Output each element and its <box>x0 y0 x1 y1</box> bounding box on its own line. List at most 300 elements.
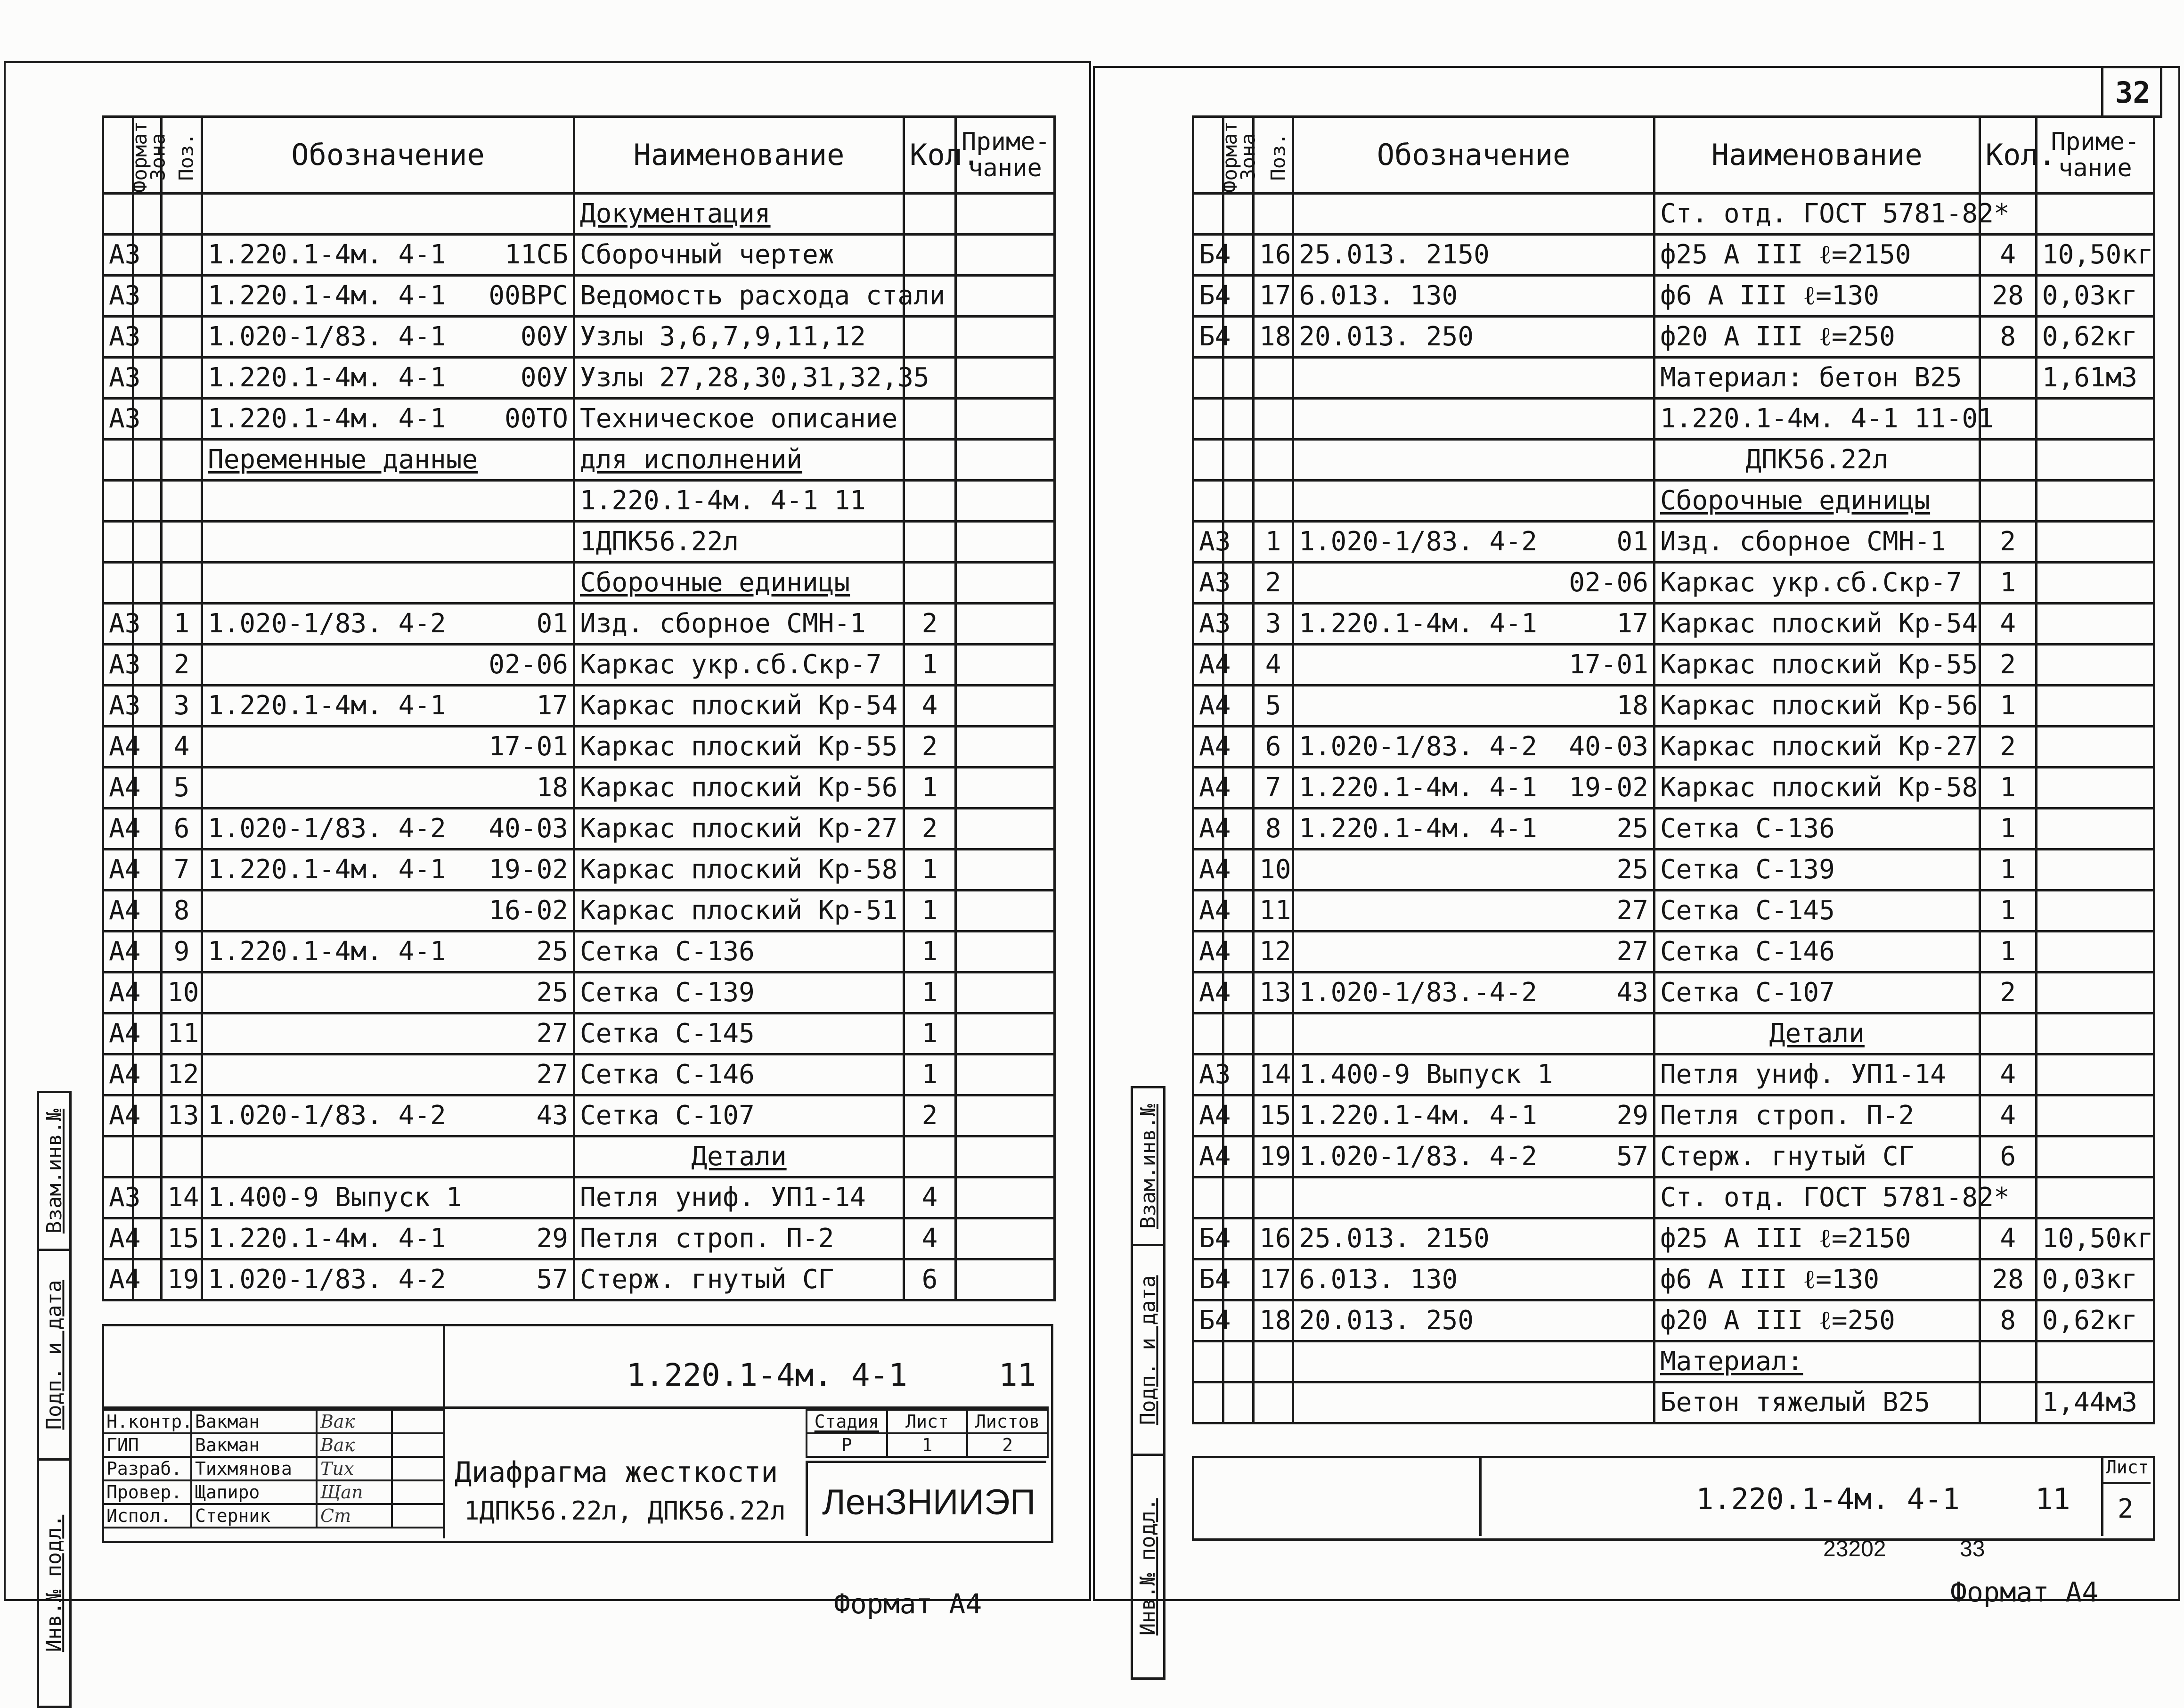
name-cell: Ведомость расхода стали <box>574 276 904 317</box>
pos-cell: 15 <box>162 1218 202 1259</box>
name-cell: Сетка С-146 <box>1654 932 1980 972</box>
format-cell: А4 <box>103 727 133 768</box>
table-row <box>103 645 1055 686</box>
designation-code: 1.220.1-4м. 4-1 <box>208 936 446 967</box>
qty-cell: 8 <box>1980 1300 2036 1341</box>
note-cell: 0,62кг <box>2036 317 2154 358</box>
col-note: Приме- чание <box>956 117 1055 194</box>
zone-cell <box>1223 1341 1254 1382</box>
signature-name: Тихмянова <box>191 1457 317 1480</box>
table-row <box>1193 645 2154 686</box>
qty-cell: 4 <box>904 1177 956 1218</box>
designation-cell <box>1293 1054 1654 1095</box>
format-cell: А3 <box>103 686 133 727</box>
note-cell <box>956 358 1055 399</box>
designation-cell <box>202 1054 574 1095</box>
note-cell <box>2036 1054 2154 1095</box>
designation-cell <box>202 604 574 645</box>
designation-code: 1.220.1-4м. 4-1 <box>1299 1100 1537 1131</box>
table-row <box>1193 1300 2154 1341</box>
format-cell: А4 <box>1193 686 1223 727</box>
name-cell: 1.220.1-4м. 4-1 11 <box>574 481 904 522</box>
format-cell: А4 <box>1193 809 1223 850</box>
table-row <box>103 1095 1055 1136</box>
designation-suffix: 17-01 <box>1569 649 1648 680</box>
table-row <box>1193 1013 2154 1054</box>
designation-code: 1.220.1-4м. 4-1 <box>208 362 446 393</box>
format-cell <box>103 440 133 481</box>
name-cell: Сетка С-107 <box>574 1095 904 1136</box>
right-side-strip <box>1131 1088 1165 1680</box>
designation-suffix: 43 <box>536 1100 568 1131</box>
left-stage-table <box>806 1409 1049 1458</box>
stage-header: Стадия <box>807 1410 887 1433</box>
designation-cell <box>1293 563 1654 604</box>
designation-cell <box>1293 1341 1654 1382</box>
col-name: Наименование <box>574 117 904 194</box>
note-cell <box>2036 440 2154 481</box>
note-cell <box>2036 1013 2154 1054</box>
pos-cell: 9 <box>162 932 202 972</box>
left-tb-title: Диафрагма жесткости <box>455 1456 778 1489</box>
pos-cell: 3 <box>162 686 202 727</box>
signature-role: Провер. <box>103 1480 191 1504</box>
designation-code: 1.400-9 Выпуск 1 <box>1299 1059 1553 1090</box>
note-cell <box>2036 891 2154 932</box>
format-cell: А3 <box>1193 1054 1223 1095</box>
right-spec-table <box>1192 115 2155 1424</box>
pos-cell: 3 <box>1254 604 1293 645</box>
pos-cell <box>162 481 202 522</box>
designation-suffix: 18 <box>1616 690 1648 721</box>
name-cell: 1.220.1-4м. 4-1 11-01 <box>1654 399 1980 440</box>
format-cell: А4 <box>1193 1095 1223 1136</box>
name-cell: Детали <box>1654 1013 1980 1054</box>
pos-cell: 1 <box>162 604 202 645</box>
pos-cell: 12 <box>1254 932 1293 972</box>
table-row <box>1193 1341 2154 1382</box>
note-cell: 1,44м3 <box>2036 1382 2154 1423</box>
designation-suffix: 27 <box>536 1018 568 1049</box>
side-label-inv: Инв.№ подл. <box>42 1514 66 1652</box>
col-designation: Обозначение <box>202 117 574 194</box>
note-cell <box>956 932 1055 972</box>
designation-suffix: 25 <box>536 977 568 1008</box>
col-name-right: Наименование <box>1654 117 1980 194</box>
pos-cell: 19 <box>1254 1136 1293 1177</box>
left-spec-body <box>103 194 1055 1300</box>
format-cell <box>1193 481 1223 522</box>
designation-suffix: 01 <box>536 608 568 639</box>
note-cell <box>2036 850 2154 891</box>
pos-cell <box>162 235 202 276</box>
name-cell: Сборочные единицы <box>574 563 904 604</box>
table-row <box>1193 235 2154 276</box>
col-zone-right: Зона <box>1223 117 1254 194</box>
pos-cell: 11 <box>162 1013 202 1054</box>
designation-cell <box>202 1259 574 1300</box>
signature-date <box>392 1457 444 1480</box>
name-cell: Ст. отд. ГОСТ 5781-82* <box>1654 194 1980 235</box>
pos-cell: 4 <box>1254 645 1293 686</box>
designation-code: 1.020-1/83. 4-2 <box>208 608 446 639</box>
note-cell: 10,50кг <box>2036 1218 2154 1259</box>
name-cell: ф6 А III ℓ=130 <box>1654 1259 1980 1300</box>
note-cell <box>2036 563 2154 604</box>
designation-code: 1.020-1/83. 4-2 <box>208 1264 446 1295</box>
format-cell: Б4 <box>1193 1218 1223 1259</box>
format-cell: А4 <box>1193 768 1223 809</box>
format-cell: А4 <box>103 1259 133 1300</box>
designation-cell <box>1293 645 1654 686</box>
zone-cell <box>1223 399 1254 440</box>
designation-suffix: 18 <box>536 772 568 803</box>
note-cell <box>956 686 1055 727</box>
qty-cell: 4 <box>1980 1095 2036 1136</box>
col-pos-right: Поз. <box>1254 117 1293 194</box>
name-cell: Каркас плоский Кр-58 <box>1654 768 1980 809</box>
note-cell <box>956 1013 1055 1054</box>
right-sheet-no-divider <box>2101 1482 2151 1484</box>
note-cell <box>956 809 1055 850</box>
designation-cell <box>202 1136 574 1177</box>
pos-cell <box>162 563 202 604</box>
pos-cell: 10 <box>162 972 202 1013</box>
format-cell: А4 <box>103 809 133 850</box>
note-cell: 10,50кг <box>2036 235 2154 276</box>
pos-cell: 16 <box>1254 235 1293 276</box>
designation-cell <box>1293 440 1654 481</box>
designation-cell <box>202 891 574 932</box>
note-cell <box>956 850 1055 891</box>
note-cell <box>2036 522 2154 563</box>
designation-cell <box>202 1177 574 1218</box>
pos-cell <box>162 1136 202 1177</box>
designation-cell <box>1293 1177 1654 1218</box>
signature-name: Щапиро <box>191 1480 317 1504</box>
designation-suffix: 29 <box>1616 1100 1648 1131</box>
table-row <box>1193 1218 2154 1259</box>
zone-cell <box>133 194 162 235</box>
pos-cell: 17 <box>1254 276 1293 317</box>
table-row <box>1193 194 2154 235</box>
designation-cell <box>1293 317 1654 358</box>
designation-cell <box>1293 194 1654 235</box>
col-pos: Поз. <box>162 117 202 194</box>
name-cell: Сетка С-139 <box>1654 850 1980 891</box>
qty-cell: 8 <box>1980 317 2036 358</box>
left-tb-org: ЛенЗНИИЭП <box>822 1482 1036 1522</box>
designation-cell <box>1293 235 1654 276</box>
table-row <box>103 276 1055 317</box>
left-tb-doc-no: 11 <box>999 1357 1036 1393</box>
designation-code: 1.020-1/83. 4-2 <box>208 813 446 844</box>
table-row <box>103 768 1055 809</box>
note-cell <box>956 727 1055 768</box>
zone-cell <box>133 522 162 563</box>
note-cell: 1,61м3 <box>2036 358 2154 399</box>
table-row <box>1193 891 2154 932</box>
designation-suffix: 19-02 <box>1569 772 1648 803</box>
designation-suffix: 25 <box>536 936 568 967</box>
table-row <box>103 522 1055 563</box>
table-row <box>103 563 1055 604</box>
designation-suffix: 01 <box>1616 526 1648 557</box>
name-cell: Сетка С-136 <box>574 932 904 972</box>
name-cell: Сетка С-145 <box>1654 891 1980 932</box>
designation-suffix: 16-02 <box>489 895 568 926</box>
note-cell <box>2036 1095 2154 1136</box>
designation-suffix: 17 <box>536 690 568 721</box>
designation-code: 6.013. 130 <box>1299 1264 1458 1295</box>
table-row <box>103 1177 1055 1218</box>
name-cell: ф20 А III ℓ=250 <box>1654 317 1980 358</box>
format-cell: Б4 <box>1193 276 1223 317</box>
signature-row <box>103 1504 444 1528</box>
designation-suffix: 00У <box>520 362 568 393</box>
format-cell <box>103 194 133 235</box>
table-row <box>1193 1054 2154 1095</box>
bottom-code: 23202 <box>1823 1536 1886 1561</box>
table-row <box>103 399 1055 440</box>
name-cell: Узлы 3,6,7,9,11,12 <box>574 317 904 358</box>
designation-cell <box>1293 1095 1654 1136</box>
signature-role: Разраб. <box>103 1457 191 1480</box>
note-cell <box>956 891 1055 932</box>
name-cell: Каркас плоский Кр-58 <box>574 850 904 891</box>
signature-date <box>392 1504 444 1528</box>
designation-cell: Переменные данные <box>202 440 574 481</box>
name-cell: Каркас плоский Кр-27 <box>574 809 904 850</box>
sheet-value: 1 <box>887 1433 968 1457</box>
designation-cell <box>202 235 574 276</box>
designation-cell <box>1293 972 1654 1013</box>
designation-suffix: 27 <box>1616 936 1648 967</box>
col-zone: Зона <box>133 117 162 194</box>
note-cell: 0,03кг <box>2036 1259 2154 1300</box>
name-cell: Материал: бетон В25 <box>1654 358 1980 399</box>
format-cell <box>103 481 133 522</box>
sheets-value: 2 <box>967 1433 1048 1457</box>
qty-cell: 1 <box>904 932 956 972</box>
table-row <box>1193 1259 2154 1300</box>
note-cell <box>2036 1136 2154 1177</box>
zone-cell <box>1223 194 1254 235</box>
signature-date <box>392 1433 444 1457</box>
side-label-vzam-right: Взам.инв.№ <box>1136 1103 1160 1229</box>
note-cell <box>2036 1341 2154 1382</box>
table-row <box>1193 399 2154 440</box>
note-cell <box>2036 768 2154 809</box>
pos-cell <box>162 522 202 563</box>
name-cell: Каркас плоский Кр-51 <box>574 891 904 932</box>
table-row <box>103 972 1055 1013</box>
designation-cell <box>202 317 574 358</box>
pos-cell <box>1254 1341 1293 1382</box>
designation-suffix: 00ВРС <box>489 280 568 311</box>
designation-suffix: 40-03 <box>489 813 568 844</box>
pos-cell <box>1254 194 1293 235</box>
qty-cell: 2 <box>1980 972 2036 1013</box>
format-cell <box>1193 358 1223 399</box>
table-row <box>1193 358 2154 399</box>
format-cell: А4 <box>103 1095 133 1136</box>
designation-suffix: 27 <box>1616 895 1648 926</box>
designation-suffix: 00ТО <box>505 403 568 434</box>
qty-cell: 1 <box>1980 932 2036 972</box>
designation-code: 1.020-1/83. 4-2 <box>1299 526 1537 557</box>
col-format-right: Формат <box>1193 117 1223 194</box>
designation-cell <box>1293 1300 1654 1341</box>
pos-cell <box>1254 1013 1293 1054</box>
note-cell: 0,62кг <box>2036 1300 2154 1341</box>
designation-cell <box>202 1013 574 1054</box>
designation-cell <box>1293 1218 1654 1259</box>
qty-cell <box>904 481 956 522</box>
designation-suffix: 17-01 <box>489 731 568 762</box>
qty-cell: 1 <box>904 972 956 1013</box>
note-cell <box>956 317 1055 358</box>
note-cell <box>956 1095 1055 1136</box>
side-label-vzam: Взам.инв.№ <box>42 1108 66 1234</box>
note-cell <box>2036 686 2154 727</box>
format-cell: А4 <box>103 891 133 932</box>
format-cell <box>1193 440 1223 481</box>
format-cell: А4 <box>103 1218 133 1259</box>
pos-cell: 5 <box>1254 686 1293 727</box>
table-row <box>1193 850 2154 891</box>
note-cell <box>2036 481 2154 522</box>
name-cell: Бетон тяжелый В25 <box>1654 1382 1980 1423</box>
right-sheet-value: 2 <box>2118 1494 2134 1524</box>
name-cell: Детали <box>574 1136 904 1177</box>
table-row <box>103 604 1055 645</box>
signature-date <box>392 1480 444 1504</box>
name-cell: Каркас укр.сб.Скр-7 <box>1654 563 1980 604</box>
pos-cell: 12 <box>162 1054 202 1095</box>
pos-cell <box>162 358 202 399</box>
note-cell <box>956 1054 1055 1095</box>
pos-cell: 14 <box>162 1177 202 1218</box>
table-row <box>103 686 1055 727</box>
zone-cell <box>133 1136 162 1177</box>
table-row <box>103 1013 1055 1054</box>
qty-cell <box>1980 481 2036 522</box>
table-row <box>103 1136 1055 1177</box>
designation-cell <box>1293 358 1654 399</box>
format-cell: А4 <box>103 972 133 1013</box>
table-row <box>103 850 1055 891</box>
signature-mark: Щап <box>317 1480 392 1504</box>
table-row <box>103 727 1055 768</box>
col-note-right: Приме- чание <box>2036 117 2154 194</box>
qty-cell: 28 <box>1980 276 2036 317</box>
qty-cell: 4 <box>1980 235 2036 276</box>
pos-cell: 18 <box>1254 1300 1293 1341</box>
qty-cell: 4 <box>904 686 956 727</box>
qty-cell: 2 <box>904 604 956 645</box>
format-cell <box>103 1136 133 1177</box>
format-cell: А4 <box>1193 972 1223 1013</box>
designation-code: 25.013. 2150 <box>1299 239 1490 270</box>
qty-cell: 1 <box>904 645 956 686</box>
qty-cell <box>1980 440 2036 481</box>
pos-cell: 17 <box>1254 1259 1293 1300</box>
zone-cell <box>1223 358 1254 399</box>
pos-cell: 13 <box>162 1095 202 1136</box>
designation-cell <box>1293 399 1654 440</box>
designation-code: 1.220.1-4м. 4-1 <box>1299 608 1537 639</box>
qty-cell: 2 <box>1980 645 2036 686</box>
designation-suffix: 19-02 <box>489 854 568 885</box>
side-label-podp: Подп. и дата <box>42 1280 66 1430</box>
qty-cell <box>1980 358 2036 399</box>
name-cell: Документация <box>574 194 904 235</box>
format-cell <box>1193 1382 1223 1423</box>
designation-cell <box>1293 891 1654 932</box>
qty-cell: 1 <box>904 768 956 809</box>
bottom-page: 33 <box>1960 1536 1985 1561</box>
designation-cell <box>1293 768 1654 809</box>
format-cell: А3 <box>103 604 133 645</box>
qty-cell: 4 <box>1980 1054 2036 1095</box>
designation-suffix: 43 <box>1616 977 1648 1008</box>
qty-cell: 1 <box>1980 686 2036 727</box>
name-cell: Ст. отд. ГОСТ 5781-82* <box>1654 1177 1980 1218</box>
pos-cell <box>1254 1177 1293 1218</box>
table-row <box>1193 440 2154 481</box>
qty-cell <box>904 563 956 604</box>
qty-cell: 1 <box>904 891 956 932</box>
right-title-block <box>1192 1456 2155 1541</box>
designation-cell <box>1293 604 1654 645</box>
designation-cell <box>1293 686 1654 727</box>
designation-cell <box>202 809 574 850</box>
signature-role: Испол. <box>103 1504 191 1528</box>
col-qty-right: Кол. <box>1980 117 2036 194</box>
qty-cell: 1 <box>1980 850 2036 891</box>
designation-suffix: 00У <box>520 321 568 352</box>
note-cell <box>956 399 1055 440</box>
format-cell: А3 <box>103 235 133 276</box>
designation-code: 1.020-1/83. 4-1 <box>208 321 446 352</box>
format-cell: А3 <box>103 276 133 317</box>
designation-cell <box>202 850 574 891</box>
designation-cell <box>202 686 574 727</box>
qty-cell: 1 <box>904 850 956 891</box>
name-cell: ф6 А III ℓ=130 <box>1654 276 1980 317</box>
table-row <box>1193 1382 2154 1423</box>
note-cell <box>956 563 1055 604</box>
signature-mark: Ст <box>317 1504 392 1528</box>
qty-cell: 1 <box>1980 768 2036 809</box>
table-row <box>1193 563 2154 604</box>
designation-suffix: 57 <box>536 1264 568 1295</box>
left-spec-header <box>103 117 1055 194</box>
zone-cell <box>1223 1013 1254 1054</box>
format-cell: А3 <box>103 358 133 399</box>
designation-code: 6.013. 130 <box>1299 280 1458 311</box>
name-cell: Петля униф. УП1-14 <box>1654 1054 1980 1095</box>
designation-suffix: 25 <box>1616 854 1648 885</box>
note-cell: 0,03кг <box>2036 276 2154 317</box>
format-cell: А3 <box>1193 522 1223 563</box>
format-cell: А3 <box>1193 604 1223 645</box>
qty-cell: 2 <box>1980 727 2036 768</box>
qty-cell: 2 <box>1980 522 2036 563</box>
designation-cell <box>202 194 574 235</box>
sheets-header: Листов <box>967 1410 1048 1433</box>
